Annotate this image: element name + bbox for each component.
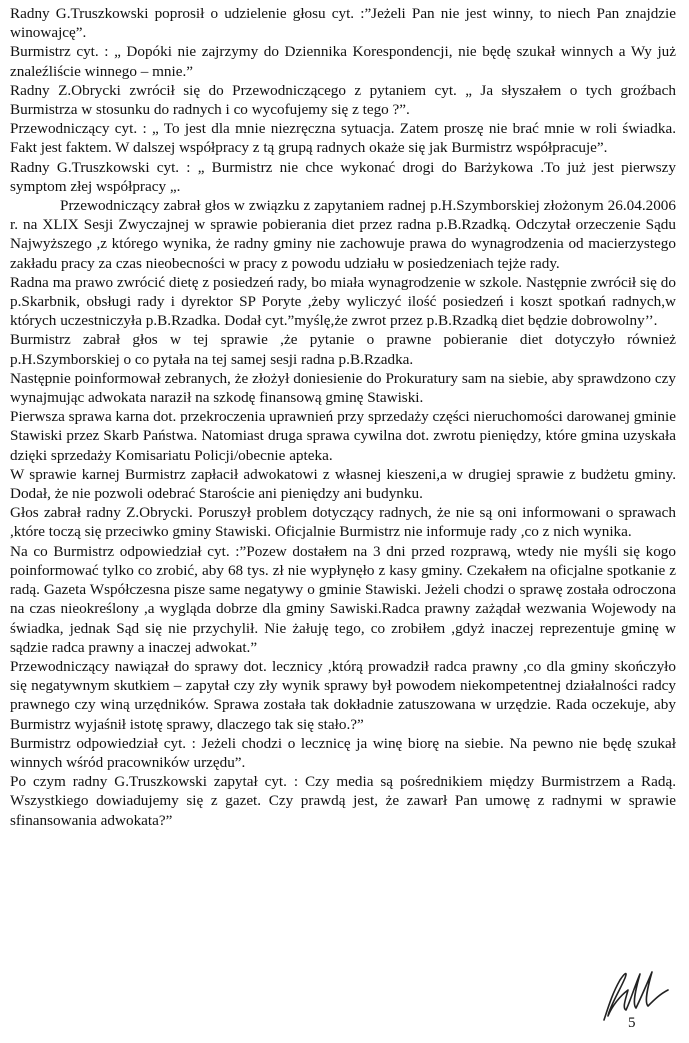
paragraph: Po czym radny G.Truszkowski zapytał cyt. : Czy media są pośrednikiem między Burmistrzem a Radą. Wszystkiego dowiadujemy się z gazet. Czy prawdą jest, że zawarł Pan umowę z radnymi w sprawie sfinansowania adwokata?” [10,773,676,829]
paragraph: Radny Z.Obrycki zwrócił się do Przewodniczącego z pytaniem cyt. „ Ja słyszałem o tych groźbach Burmistrza w stosunku do radnych i co wycofujemy się z tego ?”. [10,81,676,119]
paragraph: Przewodniczący cyt. : „ To jest dla mnie niezręczna sytuacja. Zatem proszę nie brać mnie w roli świadka. Fakt jest faktem. W dalszej współpracy z tą grupą radnych okaże się jak Burmistrz współpracuje”. [10,120,676,157]
paragraph: Na co Burmistrz odpowiedział cyt. :”Pozew dostałem na 3 dni przed rozprawą, wtedy nie myśli się kogo poinformować tylko co zrobić, aby 68 tys. zł nie wypłynęło z kasy gminy. Czekałem na oficjalne spotkanie z radą. Gazeta Współczesna pisze same negatywy o gminie Stawiski. Jeżeli chodzi o sprawę została odroczona na czas nieokreślony ,a wygląda dobrze dla gminy Sawiski.Radca prawny zażądał wezwania Wojewody na świadka, jednak Sąd się nie przychylił. Nie żałuję tego, co zrobiłem ,gdyż inaczej reprezentuje gminę w sądzie radca prawny a inaczej adwokat.” [10,542,676,656]
paragraph: Burmistrz cyt. : „ Dopóki nie zajrzymy do Dziennika Korespondencji, nie będę szukał winnych a Wy już znaleźliście winnego – mnie.” [10,43,676,80]
paragraph: Burmistrz zabrał głos w tej sprawie ,że pytanie o prawne pobieranie diet dotyczyło również p.H.Szymborskiej o co pytała na tej samej sesji radna p.B.Rzadka. [10,331,676,368]
paragraph: W sprawie karnej Burmistrz zapłacił adwokatowi z własnej kieszeni,a w drugiej sprawie z budżetu gminy. Dodał, że nie pozwoli odebrać Staroście ani pieniędzy ani budynku. [10,465,676,503]
paragraph: Radny G.Truszkowski poprosił o udzielenie głosu cyt. :”Jeżeli Pan nie jest winny, to niech Pan znajdzie winowajcę”. [10,5,676,42]
paragraph: Radna ma prawo zwrócić dietę z posiedzeń rady, bo miała wynagrodzenie w szkole. Następnie zwrócił się do p.Skarbnik, obsługi rady i dyrektor SP Poryte ,żeby wyliczyć ilość posiedzeń i koszt spotkań radnych,w których uczestniczyła p.B.Rzadka. Dodał cyt.”myślę,że zwrot przez p.B.Rzadką diet będzie dobrowolny’’. [10,273,676,330]
handwritten-signature [598,966,678,1024]
paragraph: Przewodniczący nawiązał do sprawy dot. lecznicy ,którą prowadził radca prawny ,co dla gminy skończyło się negatywnym skutkiem – zapytał czy zły wynik sprawy był powodem niekompetentnej działalności radcy prawnego czy winą urzędników. Sprawa została tak dokładnie zatuszowana w urzędzie. Rada oczekuje, aby Burmistrz wyjaśnił istotę sprawy, dlaczego tak się stało.?” [10,657,676,733]
paragraph: Przewodniczący zabrał głos w związku z zapytaniem radnej p.H.Szymborskiej złożonym 26.04.2006 r. na XLIX Sesji Zwyczajnej w sprawie pobierania diet przez radna p.B.Rzadką. Odczytał orzeczenie Sądu Najwyższego ,z którego wynika, że radny gminy nie zachowuje prawa do wynagrodzenia od macierzystego zakładu pracy za czas nieobecności w pracy z powodu udziału w posiedzeniach tejże rady. [10,197,676,272]
document-body [10,4,676,830]
page-number: 5 [628,1015,636,1031]
paragraph: Radny G.Truszkowski cyt. : „ Burmistrz nie chce wykonać drogi do Barżykowa .To już jest pierwszy symptom złej współpracy „. [10,158,676,195]
paragraph: Głos zabrał radny Z.Obrycki. Poruszył problem dotyczący radnych, że nie są oni informowani o sprawach ,które toczą się przeciwko gminy Stawiski. Oficjalnie Burmistrz nie informuje rady ,co z nich wynika. [10,504,676,541]
paragraph: Burmistrz odpowiedział cyt. : Jeżeli chodzi o lecznicę ja winę biorę na siebie. Na pewno nie będę szukał winnych wśród pracowników urzędu”. [10,734,676,771]
paragraph: Pierwsza sprawa karna dot. przekroczenia uprawnień przy sprzedaży części nieruchomości darowanej gminie Stawiski przez Skarb Państwa. Natomiast druga sprawa cywilna dot. zwrotu pieniędzy, które gmina uzyskała dzięki sprzedaży Komisariatu Policji/obecnie apteka. [10,408,676,464]
paragraph: Następnie poinformował zebranych, że złożył doniesienie do Prokuratury sam na siebie, aby sprawdzono czy wynajmując adwokata naraził na szkodę finansową gminę Stawiski. [10,369,676,407]
